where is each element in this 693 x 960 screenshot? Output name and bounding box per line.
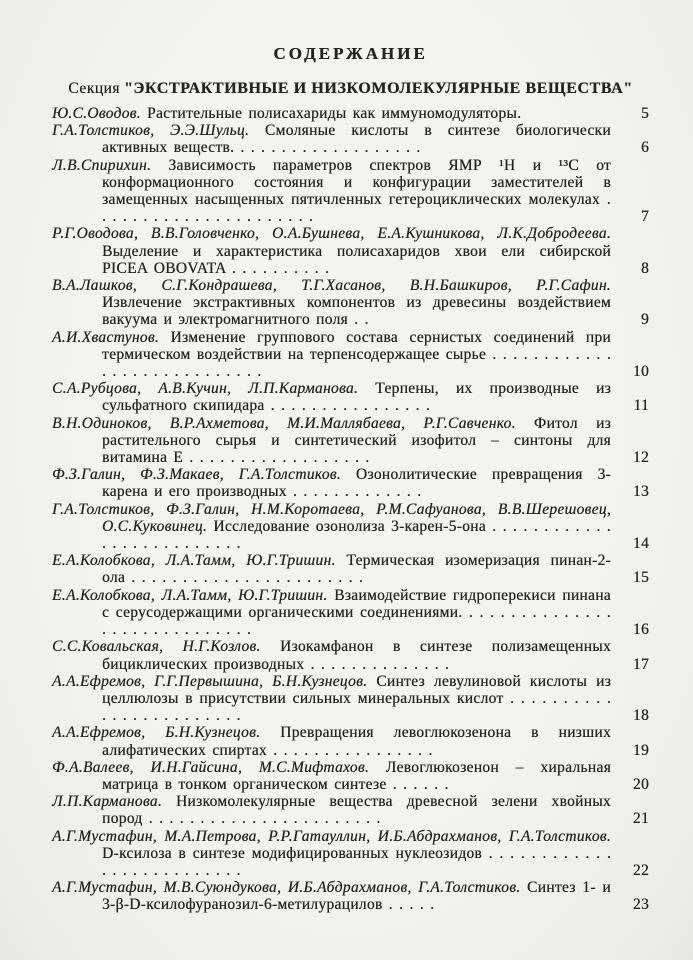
entry-title: Термическая изомеризация пинан-2-ола [102, 552, 611, 587]
leader-dots: . . [347, 311, 369, 329]
toc-entry [52, 157, 649, 226]
entry-authors: Ф.А.Валеев, И.Н.Гайсина, М.С.Мифтахов. [52, 758, 370, 776]
entry-authors: А.А.Ефремов, Б.Н.Кузнецов. [52, 724, 261, 742]
entry-page-number: 11 [633, 397, 649, 415]
leader-dots: . . . . . . [386, 775, 449, 793]
leader-dots: . . . . . . . . . . . . . . . . . . . . . . . . . . . . . [102, 603, 611, 639]
entry-page-number: 14 [632, 535, 649, 553]
entry-title: Выделение и характеристика полисахаридов хвои ели сибирской PICEA OBOVATA [102, 242, 611, 277]
entry-authors: С.А.Рубцова, А.В.Кучин, Л.П.Карманова. [52, 380, 359, 398]
entry-title: D-ксилоза в синтезе модифицированных нуклеозидов [102, 844, 483, 862]
entry-authors: Л.В.Спирихин. [52, 156, 152, 174]
entry-authors: Ю.С.Оводов. [52, 105, 141, 122]
page-title: СОДЕРЖАНИЕ [273, 44, 428, 63]
entry-page-number: 16 [632, 621, 649, 639]
toc-entry [52, 466, 649, 500]
toc-entry [52, 501, 649, 553]
entry-title: Растительные полисахариды как иммуномодуляторы. [147, 105, 522, 122]
toc-entry [52, 759, 649, 793]
entry-authors: С.С.Ковальская, Н.Г.Козлов. [52, 638, 261, 656]
toc-entry [52, 828, 649, 880]
entry-title: Синтез левулиновой кислоты из целлюлозы в присутствии сильных минеральных кислот [102, 672, 611, 707]
toc-entry [52, 105, 649, 122]
entry-page-number: 6 [640, 139, 649, 157]
entry-page-number: 5 [640, 105, 649, 122]
entry-title: Низкомолекулярные вещества древесной зелени хвойных пород [102, 793, 611, 828]
entry-title: Взаимодействие гидроперекиси пинана с серусодержащими органическими соединениями. [102, 586, 611, 621]
leader-dots: . . . . . . . . . . . . . . . . . . . . . . . [125, 569, 364, 587]
entry-page-number: 17 [632, 655, 649, 673]
entry-page-number: 22 [632, 861, 649, 879]
leader-dots: . . . . . . . . . . [225, 259, 330, 277]
toc-entry [52, 329, 649, 381]
entry-page-number: 13 [632, 483, 649, 501]
leader-dots: . . . . . . . . . . . . . . . . . . [183, 449, 370, 467]
entry-authors: В.А.Лашков, С.Г.Кондрашева, Т.Г.Хасанов, В.Н.Башкиров, Р.Г.Сафин. [52, 277, 611, 295]
entry-title: Извлечение экстрактивных компонентов из древесины воздействием вакуума и электромагнитного поля [102, 294, 611, 329]
toc-list [52, 105, 649, 914]
entry-title: Левоглюкозенон – хиральная матрица в тонком органическом синтезе [102, 758, 611, 793]
entry-authors: Г.А.Толстиков, Ф.З.Галин, Н.М.Коротаева, Р.М.Сафуанова, В.В.Шерешовец, О.С.Куковинец. [52, 500, 611, 535]
entry-authors: Л.П.Карманова. [52, 793, 162, 811]
entry-title: Терпены, их производные из сульфатного скипидара [102, 380, 611, 415]
entry-authors: Р.Г.Оводова, В.В.Головченко, О.А.Бушнева, Е.А.Кушникова, Л.К.Добродеева. [52, 225, 611, 243]
leader-dots: . . . . . . . . . . . . . . . . . . . . . . . . . . [102, 844, 611, 879]
entry-authors: Е.А.Колобкова, Л.А.Тамм, Ю.Г.Тришин. [52, 552, 336, 570]
toc-entry [52, 724, 649, 758]
entry-authors: Е.А.Колобкова, Л.А.Тамм, Ю.Г.Тришин. [52, 586, 328, 604]
entry-page-number: 10 [632, 363, 649, 381]
toc-entry [52, 415, 649, 467]
leader-dots: . . . . . . . . . . . . . . . . . . . . . . . [142, 810, 381, 828]
entry-page-number: 15 [632, 569, 649, 587]
toc-entry [52, 793, 649, 827]
entry-page-number: 18 [632, 707, 649, 725]
entry-page-number: 8 [640, 259, 649, 277]
section-heading [52, 79, 649, 98]
toc-entry [52, 380, 649, 414]
leader-dots: . . . . . . . . . . . . . . . . . . . . . . . . . . [102, 517, 611, 553]
entry-title: Изменение группового состава сернистых соединений при термическом воздействии на терпенсодержащее сырье [102, 328, 611, 363]
entry-authors: А.А.Ефремов, Г.Г.Первышина, Б.Н.Кузнецов. [52, 672, 368, 690]
entry-authors: Ф.З.Галин, Ф.З.Макаев, Г.А.Толстиков. [52, 466, 341, 484]
leader-dots: . . . . . . . . . . . . . . . . [264, 397, 431, 415]
entry-authors: А.И.Хвастунов. [52, 328, 160, 346]
entry-title: Озонолитические превращения 3-карена и его производных [102, 466, 611, 501]
entry-page-number: 7 [640, 208, 649, 226]
toc-entry [52, 122, 649, 156]
leader-dots: . . . . . [382, 896, 435, 914]
entry-page-number: 12 [632, 449, 649, 467]
entry-authors: Г.А.Толстиков, Э.Э.Шульц. [52, 122, 250, 140]
entry-title: Синтез 1- и 3-β-D-ксилофуранозил-6-метилурацилов [102, 879, 611, 914]
leader-dots: . . . . . . . . . . . . . . . . . . . . . . . . . . . . [102, 345, 612, 381]
entry-authors: В.Н.Одиноков, В.Р.Ахметова, М.И.Маллябаева, Р.Г.Савченко. [52, 414, 516, 432]
entry-title: Изокамфанон в синтезе полизамещенных бициклических производных [102, 638, 611, 673]
toc-entry [52, 879, 649, 913]
leader-dots: . . . . . . . . . . . . . . . . . . . . . . . . [102, 689, 611, 725]
entry-authors: А.Г.Мустафин, М.В.Суюндукова, И.Б.Абдрахманов, Г.А.Толстиков. [52, 879, 521, 897]
entry-title: Превращения левоглюкозенона в низших алифатических спиртах [102, 724, 611, 759]
section-name: "ЭКСТРАКТИВНЫЕ И НИЗКОМОЛЕКУЛЯРНЫЕ ВЕЩЕСТВА" [123, 80, 633, 97]
entry-title: Смоляные кислоты в синтезе биологически активных веществ. [102, 122, 611, 157]
leader-dots: . . . . . . . . . . . . . [286, 483, 422, 501]
toc-entry [52, 673, 649, 725]
entry-page-number: 20 [632, 775, 649, 793]
section-prefix: Секция [68, 80, 120, 97]
entry-page-number: 21 [632, 810, 649, 828]
toc-entry [52, 552, 649, 586]
entry-page-number: 9 [640, 311, 649, 329]
entry-title: Фитол из растительного сырья и синтетический изофитол – синтоны для витамина Е [102, 414, 611, 467]
toc-entry [52, 638, 649, 672]
entry-title: Зависимость параметров спектров ЯМР ¹Н и ¹³С от конформационного состояния и конфигурации заместителей в замещенных насыщенных пятичленных гетероциклических молекулах [102, 156, 611, 209]
toc-entry [52, 587, 649, 639]
entry-authors: А.Г.Мустафин, М.А.Петрова, Р.Р.Гатауллин, И.Б.Абдрахманов, Г.А.Толстиков. [52, 827, 611, 845]
leader-dots: . . . . . . . . . . . . . . . . . . [234, 139, 421, 157]
toc-entry [52, 225, 649, 277]
toc-entry [52, 277, 649, 329]
entry-page-number: 23 [632, 896, 649, 914]
entry-title: Исследование озонолиза 3-карен-5-она [213, 517, 486, 535]
leader-dots: . . . . . . . . . . . . . . . . [266, 741, 433, 759]
leader-dots: . . . . . . . . . . . . . . . . . . . . . . [102, 191, 611, 226]
entry-page-number: 19 [632, 741, 649, 759]
leader-dots: . . . . . . . . . . . . . . [304, 655, 450, 673]
